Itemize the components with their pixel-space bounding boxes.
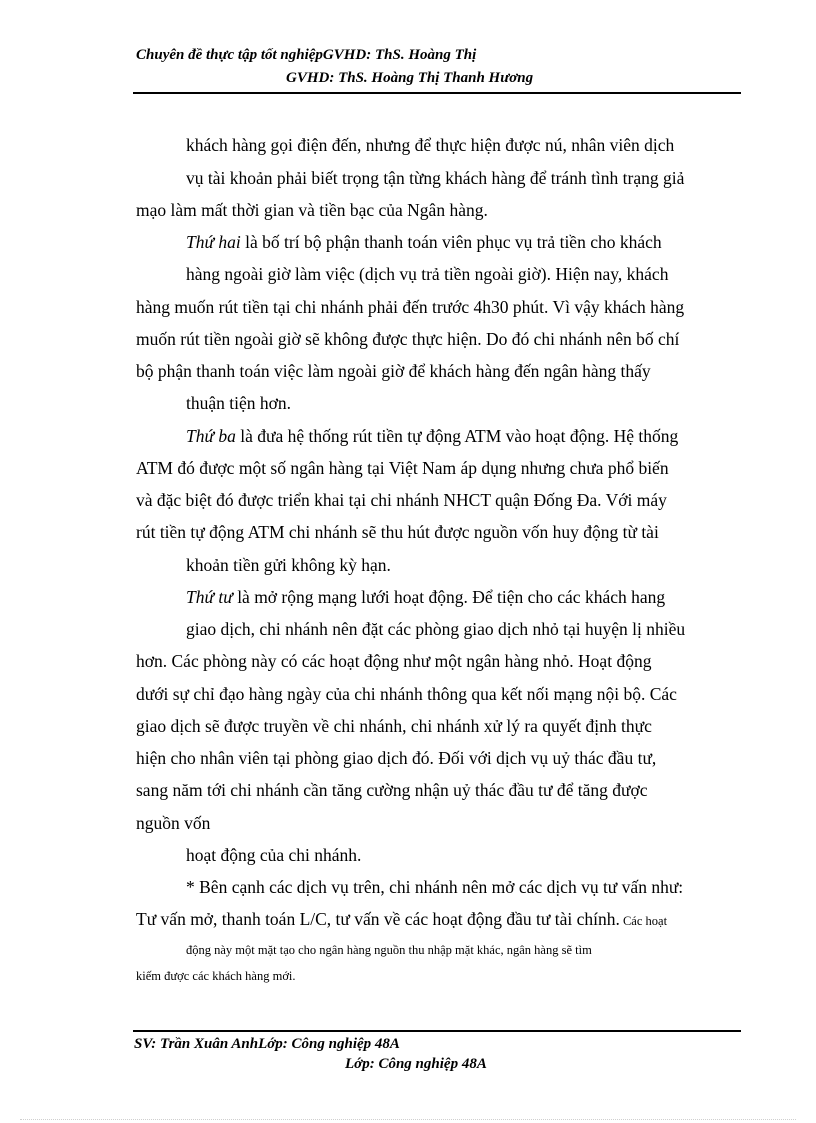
text-line: bộ phận thanh toán việc làm ngoài giờ để khách hàng đến ngân hàng thấy	[136, 361, 651, 381]
text-line: thuận tiện hơn.	[186, 393, 291, 413]
text-line: hàng muốn rút tiền tại chi nhánh phải đến trước 4h30 phút. Vì vậy khách hàng	[136, 297, 685, 317]
header-supervisor: GVHD: ThS. Hoàng Thị Thanh Hương	[286, 70, 534, 86]
text-line	[186, 232, 662, 252]
text-line: khoản tiền gửi không kỳ hạn.	[186, 555, 391, 575]
text-line	[136, 909, 667, 931]
header-rule	[133, 92, 741, 94]
text-line: kiếm được các khách hàng mới.	[136, 969, 296, 983]
text-line: khách hàng gọi điện đến, nhưng để thực hiện được nú, nhân viên dịch	[186, 135, 675, 155]
emphasis-thu-hai: Thứ hai	[186, 232, 241, 252]
text-line: nguồn vốn	[136, 813, 211, 833]
page-edge-divider	[20, 1119, 796, 1120]
text-line: và đặc biệt đó được triển khai tại chi nhánh NHCT quận Đống Đa. Với máy	[136, 490, 667, 510]
text-line: mạo làm mất thời gian và tiền bạc của Ngân hàng.	[136, 200, 488, 220]
text-line: dưới sự chỉ đạo hàng ngày của chi nhánh thông qua kết nối mạng nội bộ. Các	[136, 684, 677, 704]
text-line-rest: là mở rộng mạng lưới hoạt động. Để tiện cho các khách hang	[232, 587, 666, 607]
text-line: muốn rút tiền ngoài giờ sẽ không được thực hiện. Do đó chi nhánh nên bố chí	[136, 329, 680, 349]
text-line: * Bên cạnh các dịch vụ trên, chi nhánh nên mở các dịch vụ tư vấn như:	[186, 877, 684, 897]
text-line: ATM đó được một số ngân hàng tại Việt Nam áp dụng nhưng chưa phổ biến	[136, 458, 669, 478]
emphasis-thu-tu: Thứ tư	[186, 587, 233, 607]
footer-class: Lớp: Công nghiệp 48A	[345, 1056, 487, 1072]
footer-rule	[133, 1030, 741, 1032]
text-line: sang năm tới chi nhánh cần tăng cường nhận uỷ thác đầu tư để tăng được	[136, 780, 648, 800]
text-line-rest: là bố trí bộ phận thanh toán viên phục vụ trả tiền cho khách	[240, 232, 662, 252]
text-line: hiện cho nhân viên tại phòng giao dịch đó. Đối với dịch vụ uỷ thác đầu tư,	[136, 748, 657, 768]
text-line: động này một mặt tạo cho ngân hàng nguồn thu nhập mặt khác, ngân hàng sẽ tìm	[186, 943, 592, 957]
text-line: rút tiền tự động ATM chi nhánh sẽ thu hút được nguồn vốn huy động từ tài	[136, 522, 659, 542]
text-line-main: Tư vấn mở, thanh toán L/C, tư vấn về các hoạt động đầu tư tài chính.	[136, 909, 620, 929]
text-line-small: Các hoạt	[619, 914, 668, 928]
text-line: giao dịch sẽ được truyền về chi nhánh, chi nhánh xử lý ra quyết định thực	[136, 716, 652, 736]
text-line	[186, 587, 665, 607]
header-title: Chuyên đề thực tập tốt nghiệpGVHD: ThS. Hoàng Thị	[136, 47, 477, 63]
text-line	[186, 426, 678, 446]
text-line: giao dịch, chi nhánh nên đặt các phòng giao dịch nhỏ tại huyện lị nhiều	[186, 619, 686, 639]
emphasis-thu-ba: Thứ ba	[186, 426, 236, 446]
text-line: vụ tài khoản phải biết trọng tận từng khách hàng để tránh tình trạng giả	[186, 168, 685, 188]
text-line: hoạt động của chi nhánh.	[186, 845, 362, 865]
footer-student: SV: Trần Xuân AnhLớp: Công nghiệp 48A	[134, 1036, 400, 1052]
text-line: hàng ngoài giờ làm việc (dịch vụ trả tiền ngoài giờ). Hiện nay, khách	[186, 264, 669, 284]
text-line: hơn. Các phòng này có các hoạt động như một ngân hàng nhỏ. Hoạt động	[136, 651, 652, 671]
text-line-rest: là đưa hệ thống rút tiền tự động ATM vào hoạt động. Hệ thống	[235, 426, 679, 446]
